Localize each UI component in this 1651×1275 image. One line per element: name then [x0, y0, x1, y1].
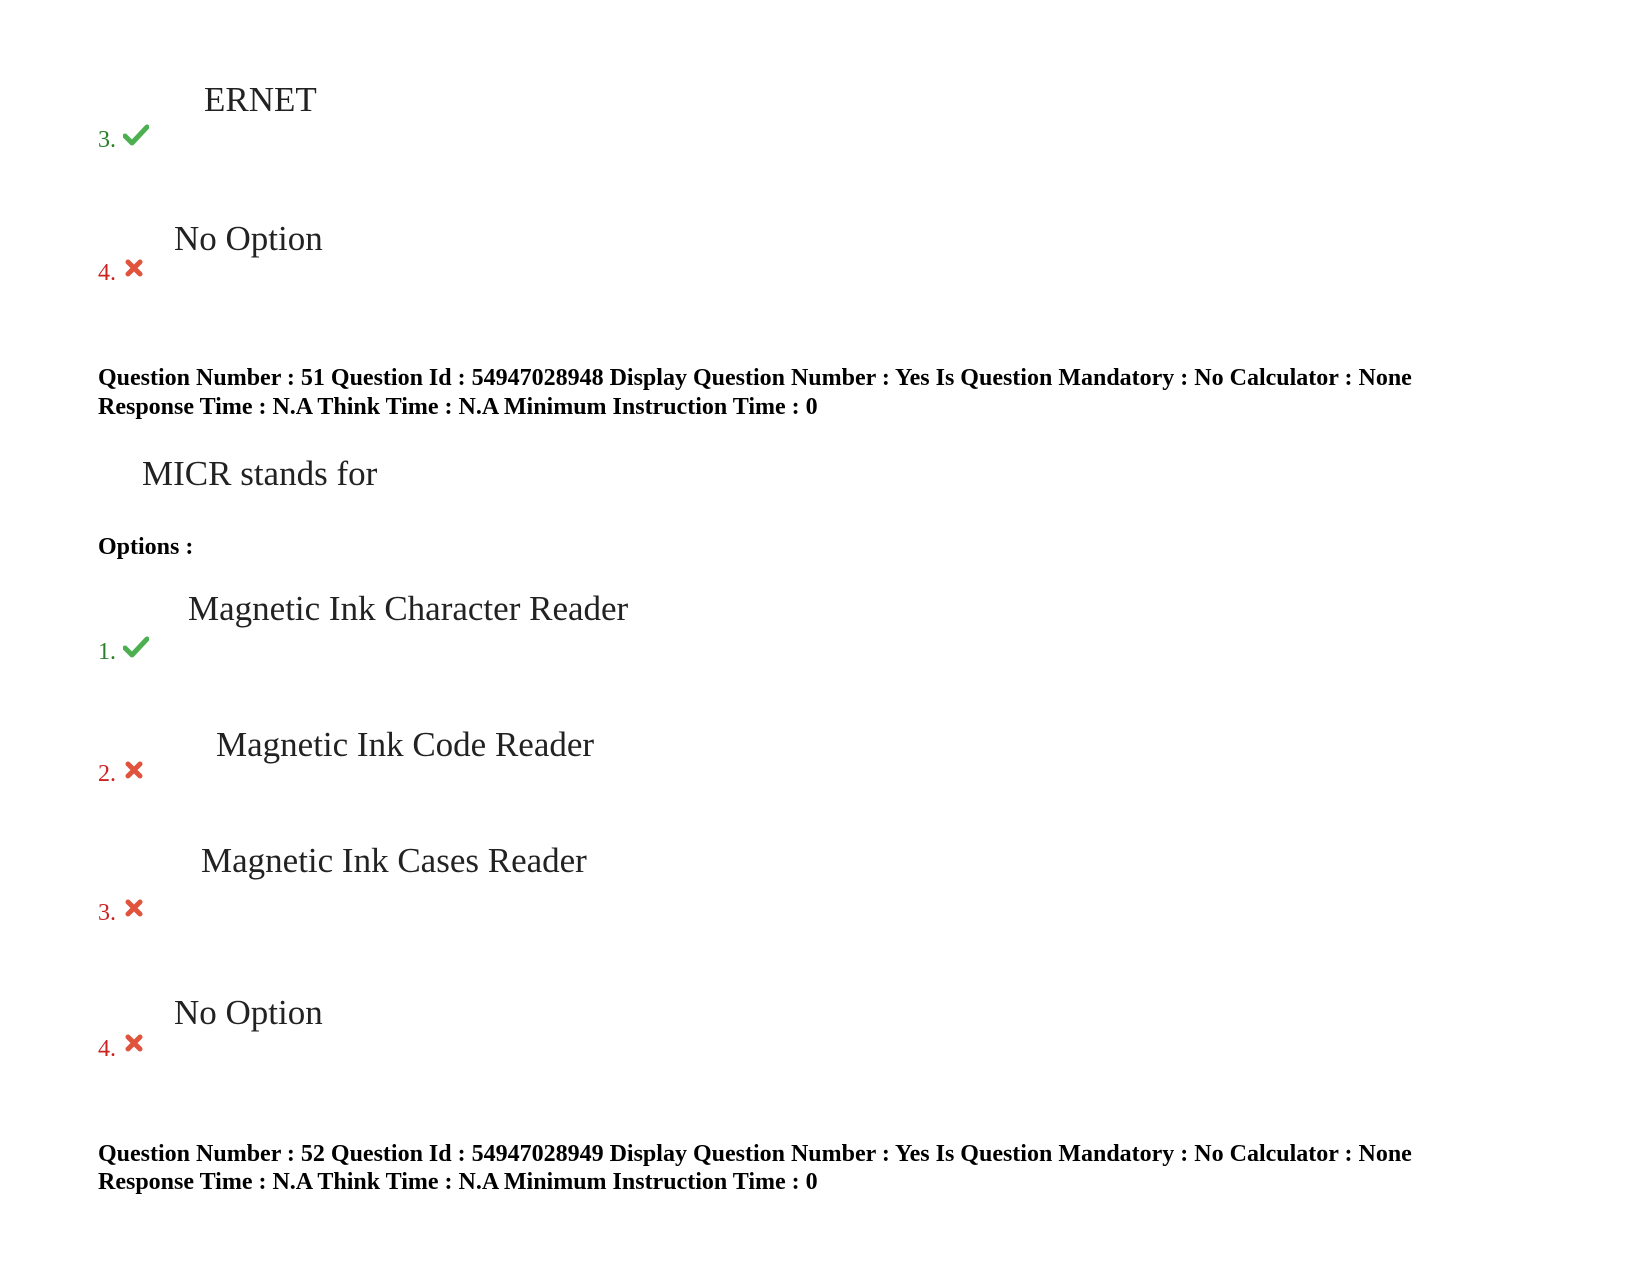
question-meta-line-2: Response Time : N.A Think Time : N.A Minimum Instruction Time : 0 [98, 1169, 818, 1195]
cross-icon [124, 898, 150, 920]
option-number: 3. [98, 900, 116, 926]
option-number: 4. [98, 260, 116, 286]
cross-icon [124, 258, 150, 280]
question-text: MICR stands for [142, 454, 378, 493]
option-number: 4. [98, 1036, 116, 1062]
option-text: Magnetic Ink Code Reader [216, 725, 595, 764]
option-number: 3. [98, 127, 116, 153]
question-meta-line-1: Question Number : 52 Question Id : 54947028949 Display Question Number : Yes Is Question Mandatory : No Calculator : None [98, 1141, 1412, 1167]
option-text: ERNET [204, 80, 317, 119]
cross-icon [124, 1033, 150, 1055]
check-icon [123, 124, 149, 146]
option-text: No Option [174, 219, 323, 258]
option-number: 2. [98, 761, 116, 787]
option-number: 1. [98, 639, 116, 665]
option-text: No Option [174, 993, 323, 1032]
option-text: Magnetic Ink Character Reader [188, 589, 629, 628]
option-text: Magnetic Ink Cases Reader [201, 841, 587, 880]
question-meta-line-1: Question Number : 51 Question Id : 54947028948 Display Question Number : Yes Is Question Mandatory : No Calculator : None [98, 365, 1412, 391]
check-icon [123, 636, 149, 658]
options-label: Options : [98, 534, 194, 560]
question-meta-line-2: Response Time : N.A Think Time : N.A Minimum Instruction Time : 0 [98, 394, 818, 420]
cross-icon [124, 760, 150, 782]
